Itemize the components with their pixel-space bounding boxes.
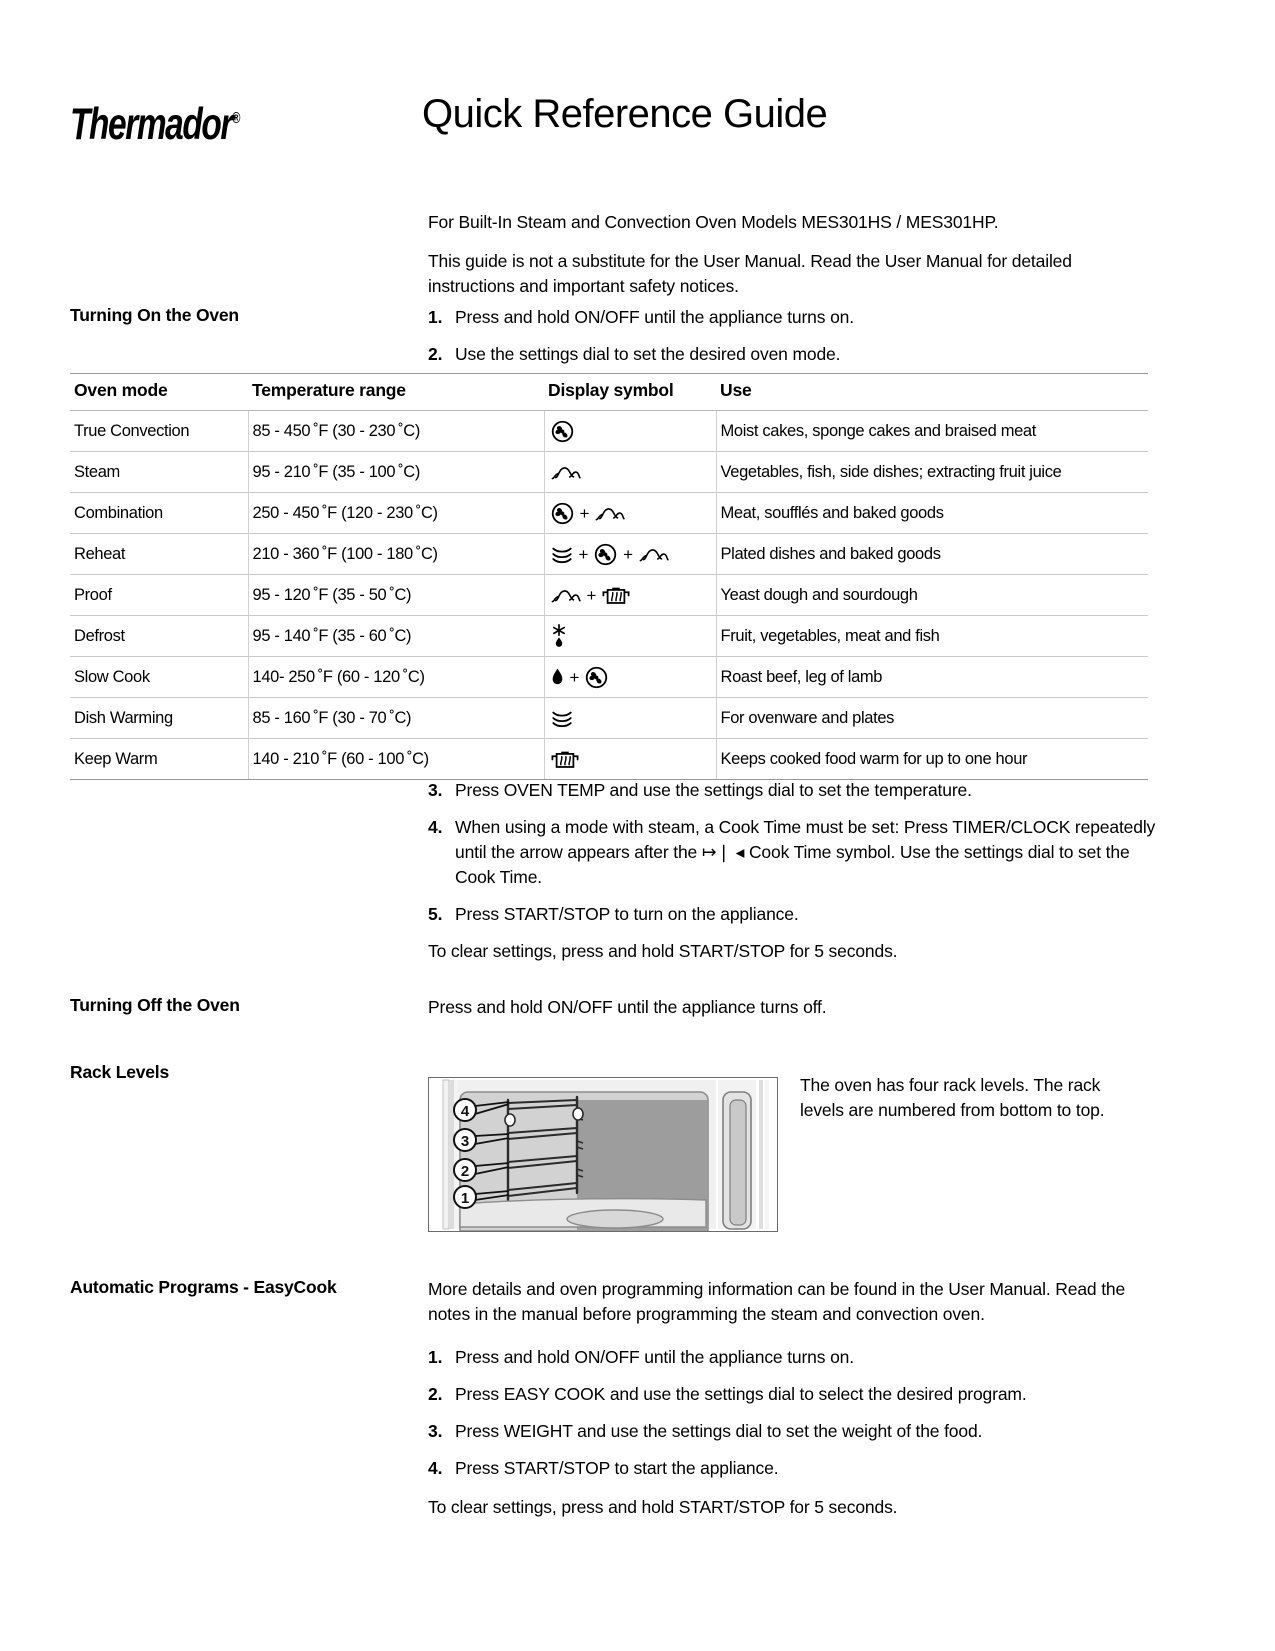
cell-oven-mode: Keep Warm — [70, 739, 248, 780]
cell-display-symbol — [544, 534, 716, 575]
cell-use: Yeast dough and sourdough — [716, 575, 1148, 616]
symbol-group — [551, 459, 704, 485]
cell-use: Meat, soufflés and baked goods — [716, 493, 1148, 534]
steam-icon — [595, 504, 625, 522]
table-row — [70, 575, 1148, 616]
cell-use: Keeps cooked food warm for up to one hour — [716, 739, 1148, 780]
plus-sign-icon: + — [569, 667, 580, 687]
rack-callout-3: 3 — [460, 1133, 470, 1150]
cell-use: Plated dishes and baked goods — [716, 534, 1148, 575]
step-item — [428, 1345, 1150, 1370]
step-item — [428, 1382, 1150, 1407]
symbol-group — [551, 500, 704, 526]
page-title: Quick Reference Guide — [422, 92, 828, 136]
cell-display-symbol — [544, 739, 716, 780]
step-number: 2. — [428, 1384, 443, 1404]
plus-sign-icon: + — [623, 544, 633, 564]
table-header-row — [70, 374, 1148, 411]
cell-use: Moist cakes, sponge cakes and braised meat — [716, 411, 1148, 452]
step-number: 1. — [428, 307, 443, 327]
step-text: Press START/STOP to start the appliance. — [455, 1458, 779, 1478]
cook-time-symbol-icon: ↦❘ ◂ — [701, 842, 745, 862]
step-text: Press START/STOP to turn on the appliance. — [455, 904, 799, 924]
easycook-clear-settings-note: To clear settings, press and hold START/STOP for 5 seconds. — [428, 1497, 898, 1517]
plus-sign-icon: + — [579, 503, 590, 523]
rack-callout-4: 4 — [460, 1103, 470, 1120]
symbol-group — [551, 705, 704, 731]
cell-oven-mode: Dish Warming — [70, 698, 248, 739]
fan-icon — [585, 666, 608, 689]
step-text-before: When using a mode with steam, a Cook Time must be set: Press TIMER/CLOCK repeatedly until the arrow appears after the — [455, 817, 1156, 862]
cell-temperature-range: 210 - 360 ˚F (100 - 180 ˚C) — [248, 534, 544, 575]
cell-use: Fruit, vegetables, meat and fish — [716, 616, 1148, 657]
cell-display-symbol — [544, 575, 716, 616]
symbol-group — [551, 582, 704, 608]
table-row — [70, 616, 1148, 657]
rack-levels-diagram — [428, 1077, 778, 1232]
oven-setup-steps — [428, 778, 1158, 964]
table-row — [70, 493, 1148, 534]
cell-temperature-range: 95 - 140 ˚F (35 - 60 ˚C) — [248, 616, 544, 657]
keep-warm-pot-icon — [602, 586, 630, 605]
cell-oven-mode: Steam — [70, 452, 248, 493]
table-row — [70, 411, 1148, 452]
cell-display-symbol — [544, 411, 716, 452]
step-text: Use the settings dial to set the desired oven mode. — [455, 344, 841, 364]
step-number: 5. — [428, 904, 443, 924]
step-text: Press and hold ON/OFF until the appliance turns on. — [455, 307, 854, 327]
turning-on-steps — [428, 305, 1146, 367]
cell-temperature-range: 140- 250 ˚F (60 - 120 ˚C) — [248, 657, 544, 698]
cell-temperature-range: 140 - 210 ˚F (60 - 100 ˚C) — [248, 739, 544, 780]
models-line: For Built-In Steam and Convection Oven Models MES301HS / MES301HP. — [428, 212, 999, 232]
thermador-logo — [70, 100, 240, 151]
step-item — [428, 778, 1158, 803]
steam-icon — [639, 545, 669, 563]
rack-levels-description: The oven has four rack levels. The rack levels are numbered from bottom to top. — [800, 1075, 1105, 1120]
oven-cavity-illustration — [429, 1078, 777, 1231]
step-item — [428, 815, 1158, 890]
defrost-icon — [551, 623, 567, 649]
disclaimer-text: This guide is not a substitute for the User Manual. Read the User Manual for detailed instructions and important safety notices. — [428, 251, 1072, 296]
step-item — [428, 342, 1146, 367]
step-number: 3. — [428, 1421, 443, 1441]
cell-use: For ovenware and plates — [716, 698, 1148, 739]
easycook-block — [428, 1277, 1150, 1520]
cell-oven-mode: Slow Cook — [70, 657, 248, 698]
plus-sign-icon: + — [578, 544, 589, 564]
cell-display-symbol — [544, 493, 716, 534]
step-text: Press OVEN TEMP and use the settings dial to set the temperature. — [455, 780, 972, 800]
steam-icon — [551, 463, 581, 481]
intro-block — [428, 210, 1146, 299]
step-text: Press EASY COOK and use the settings dial to select the desired program. — [455, 1384, 1027, 1404]
step-item — [428, 1419, 1150, 1444]
clear-settings-note: To clear settings, press and hold START/STOP for 5 seconds. — [428, 941, 898, 961]
logo-wordmark: Thermador — [70, 100, 233, 150]
rack-callout-2: 2 — [460, 1163, 470, 1180]
symbol-group — [551, 664, 704, 690]
section-label-turning-off: Turning Off the Oven — [70, 995, 240, 1015]
cell-temperature-range: 95 - 120 ˚F (35 - 50 ˚C) — [248, 575, 544, 616]
step-text: Press WEIGHT and use the settings dial to set the weight of the food. — [455, 1421, 983, 1441]
symbol-group — [551, 746, 704, 772]
step-item — [428, 1456, 1150, 1481]
section-label-easycook: Automatic Programs - EasyCook — [70, 1277, 337, 1297]
cell-oven-mode: Combination — [70, 493, 248, 534]
table-row — [70, 698, 1148, 739]
section-label-rack-levels: Rack Levels — [70, 1062, 169, 1082]
rack-callout-1: 1 — [460, 1190, 470, 1207]
step-item — [428, 902, 1158, 927]
step-text: Press and hold ON/OFF until the appliance turns on. — [455, 1347, 854, 1367]
cell-temperature-range: 95 - 210 ˚F (35 - 100 ˚C) — [248, 452, 544, 493]
table-row — [70, 534, 1148, 575]
symbol-group — [551, 418, 704, 444]
steam-icon — [551, 586, 581, 604]
step-number: 1. — [428, 1347, 443, 1367]
column-header-use: Use — [716, 374, 1148, 411]
symbol-group — [551, 541, 704, 567]
cell-display-symbol — [544, 698, 716, 739]
step-text-after: Cook Time symbol. Use the settings dial to set the Cook Time. — [455, 842, 1130, 887]
dish-warming-icon — [551, 709, 573, 728]
water-drop-icon — [551, 667, 564, 687]
fan-icon — [551, 420, 574, 443]
cell-temperature-range: 85 - 160 ˚F (30 - 70 ˚C) — [248, 698, 544, 739]
step-number: 4. — [428, 817, 443, 837]
table-row — [70, 452, 1148, 493]
cell-oven-mode: True Convection — [70, 411, 248, 452]
turning-off-text: Press and hold ON/OFF until the appliance turns off. — [428, 997, 827, 1017]
dish-warming-icon — [551, 545, 573, 564]
plus-sign-icon: + — [586, 585, 597, 605]
table-row — [70, 657, 1148, 698]
step-number: 2. — [428, 344, 443, 364]
document-header — [70, 92, 1145, 162]
fan-icon — [594, 543, 617, 566]
step-item — [428, 305, 1146, 330]
cell-temperature-range: 250 - 450 ˚F (120 - 230 ˚C) — [248, 493, 544, 534]
step-number: 3. — [428, 780, 443, 800]
cell-use: Roast beef, leg of lamb — [716, 657, 1148, 698]
step-number: 4. — [428, 1458, 443, 1478]
cell-temperature-range: 85 - 450 ˚F (30 - 230 ˚C) — [248, 411, 544, 452]
cell-oven-mode: Proof — [70, 575, 248, 616]
column-header-display-symbol: Display symbol — [544, 374, 716, 411]
column-header-oven-mode: Oven mode — [70, 374, 248, 411]
easycook-lead-text: More details and oven programming information can be found in the User Manual. Read the notes in the manual before programming the steam and convection oven. — [428, 1279, 1126, 1324]
registered-trademark-icon: ® — [232, 108, 241, 127]
cell-display-symbol — [544, 452, 716, 493]
section-label-turning-on: Turning On the Oven — [70, 305, 239, 325]
cell-oven-mode: Defrost — [70, 616, 248, 657]
cell-oven-mode: Reheat — [70, 534, 248, 575]
column-header-temperature-range: Temperature range — [248, 374, 544, 411]
fan-icon — [551, 502, 574, 525]
cell-use: Vegetables, fish, side dishes; extracting fruit juice — [716, 452, 1148, 493]
cell-display-symbol — [544, 616, 716, 657]
oven-mode-table — [70, 373, 1148, 780]
cell-display-symbol — [544, 657, 716, 698]
table-row — [70, 739, 1148, 780]
symbol-group — [551, 623, 704, 649]
keep-warm-pot-icon — [551, 750, 579, 769]
